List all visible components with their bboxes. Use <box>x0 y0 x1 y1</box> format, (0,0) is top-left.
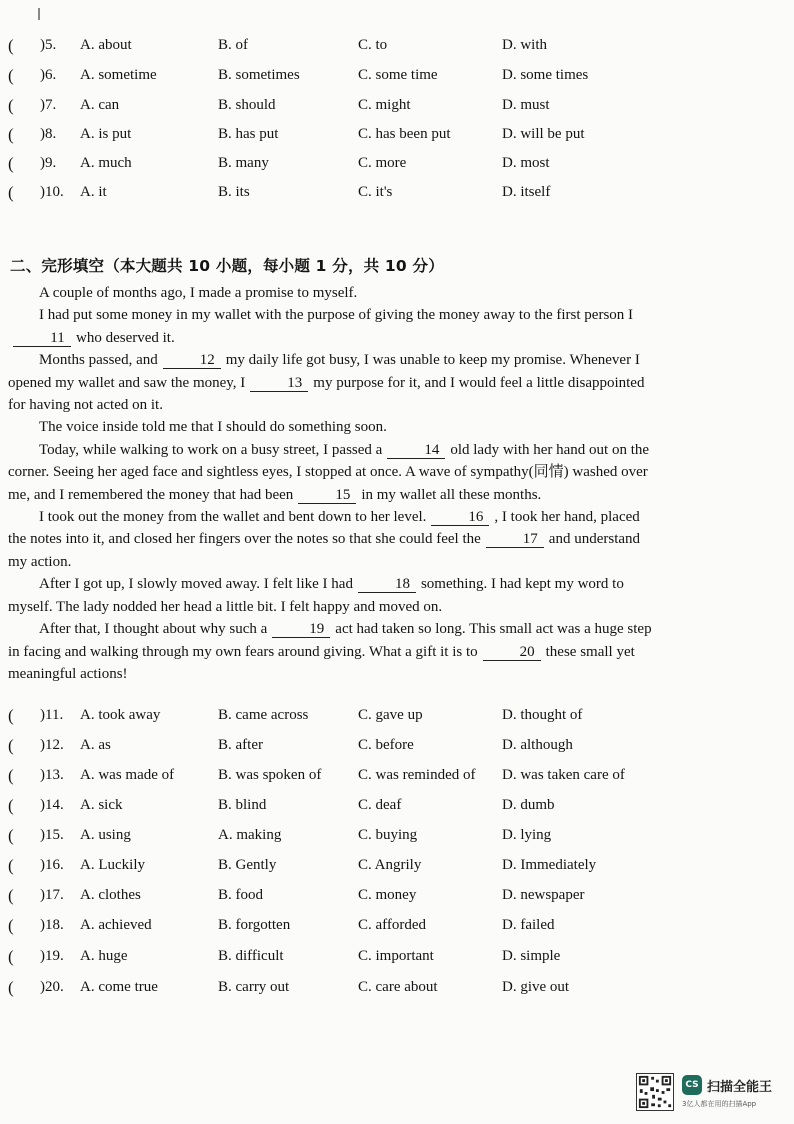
question-number: )6. <box>40 67 57 83</box>
option-c: C. some time <box>358 67 438 83</box>
option-a: A. about <box>80 37 132 53</box>
option-d: D. dumb <box>502 797 555 813</box>
option-b: B. should <box>218 97 276 113</box>
answer-paren: ( <box>8 36 14 55</box>
option-d: D. with <box>502 37 547 53</box>
question-number: )9. <box>40 155 57 171</box>
option-b: B. has put <box>218 126 279 142</box>
option-a: A. using <box>80 827 131 843</box>
passage-text: in my wallet all these months. <box>361 486 542 503</box>
option-a: A. as <box>80 737 111 753</box>
option-c: C. it's <box>358 184 393 200</box>
question-row-8 <box>8 125 768 147</box>
answer-paren: ( <box>8 796 14 815</box>
option-a: A. can <box>80 97 120 113</box>
option-d: D. was taken care of <box>502 767 625 783</box>
question-row-15 <box>8 826 768 848</box>
blank-20: 20 <box>483 644 541 661</box>
option-a: A. huge <box>80 948 128 964</box>
answer-paren: ( <box>8 66 14 85</box>
passage-text: my daily life got busy, I was unable to keep my promise. Whenever I opened my wallet and saw the money, I <box>8 352 640 391</box>
answer-paren: ( <box>8 154 14 173</box>
question-row-16 <box>8 856 768 878</box>
option-c: C. money <box>358 887 417 903</box>
question-number: )17. <box>40 887 64 903</box>
option-d: D. failed <box>502 917 555 933</box>
option-a: A. is put <box>80 126 132 142</box>
brand-slogan: 3亿人都在用的扫描App <box>682 1100 757 1108</box>
option-b: A. making <box>218 827 282 843</box>
passage-text: my purpose for it, and I would feel a little disappointed for having not acted on it. <box>8 374 645 414</box>
answer-paren: ( <box>8 947 14 966</box>
option-c: C. Angrily <box>358 857 422 873</box>
option-b: B. food <box>218 887 263 903</box>
answer-paren: ( <box>8 886 14 905</box>
option-a: A. it <box>80 184 107 200</box>
question-row-10 <box>8 183 768 205</box>
option-b: B. many <box>218 155 269 171</box>
passage-text: The voice inside told me that I should do something soon. <box>39 419 387 436</box>
option-c: C. buying <box>358 827 418 843</box>
question-row-5 <box>8 36 768 58</box>
option-c: C. gave up <box>358 707 423 723</box>
passage-paragraph <box>8 304 658 349</box>
option-d: D. will be put <box>502 126 585 142</box>
question-number: )14. <box>40 797 64 813</box>
question-number: )8. <box>40 126 57 142</box>
option-d: D. give out <box>502 979 570 995</box>
option-b: B. was spoken of <box>218 767 322 783</box>
option-c: C. care about <box>358 979 438 995</box>
passage-text: something. I had kept my word to myself. The lady nodded her head a little bit. I felt happy and moved on. <box>8 576 624 615</box>
passage-paragraph <box>8 349 658 416</box>
blank-17: 17 <box>486 531 544 548</box>
question-number: )18. <box>40 917 64 933</box>
option-c: C. to <box>358 37 388 53</box>
passage-text: After that, I thought about why such a <box>39 621 268 638</box>
blank-13: 13 <box>250 375 308 392</box>
answer-paren: ( <box>8 736 14 755</box>
option-d: D. itself <box>502 184 551 200</box>
passage-text: act had taken so long. This small act was a huge step in facing and walking through my own fears around giving. What a gift it is to <box>8 621 652 660</box>
answer-paren: ( <box>8 96 14 115</box>
option-d: D. some times <box>502 67 589 83</box>
option-a: A. much <box>80 155 132 171</box>
option-b: B. difficult <box>218 948 284 964</box>
question-number: )11. <box>40 707 64 723</box>
camscanner-logo-icon: CS <box>682 1075 702 1095</box>
question-row-19 <box>8 947 768 969</box>
option-b: B. blind <box>218 797 267 813</box>
option-b: B. Gently <box>218 857 277 873</box>
option-c: C. afforded <box>358 917 427 933</box>
question-number: )20. <box>40 979 64 995</box>
option-c: C. deaf <box>358 797 402 813</box>
brand-name: 扫描全能王 <box>707 1080 773 1095</box>
question-row-17 <box>8 886 768 908</box>
passage-paragraph <box>8 416 658 438</box>
answer-paren: ( <box>8 183 14 202</box>
question-number: )13. <box>40 767 64 783</box>
option-d: D. simple <box>502 948 561 964</box>
blank-18: 18 <box>358 576 416 593</box>
question-number: )7. <box>40 97 57 113</box>
passage-paragraph <box>8 618 658 685</box>
option-a: A. was made of <box>80 767 175 783</box>
option-c: C. has been put <box>358 126 451 142</box>
passage-text: and understand my action. <box>8 531 641 570</box>
option-b: B. sometimes <box>218 67 300 83</box>
blank-11: 11 <box>13 330 71 347</box>
option-c: C. important <box>358 948 434 964</box>
option-a: A. come true <box>80 979 158 995</box>
question-row-13 <box>8 766 768 788</box>
option-a: A. sick <box>80 797 123 813</box>
question-row-12 <box>8 736 768 758</box>
question-row-6 <box>8 66 768 88</box>
option-b: B. came across <box>218 707 309 723</box>
passage-paragraph <box>8 282 658 304</box>
option-c: C. might <box>358 97 411 113</box>
option-d: D. lying <box>502 827 552 843</box>
blank-15: 15 <box>298 487 356 504</box>
scanner-watermark <box>636 1073 786 1113</box>
blank-19: 19 <box>272 621 330 638</box>
option-a: A. achieved <box>80 917 152 933</box>
answer-paren: ( <box>8 706 14 725</box>
answer-paren: ( <box>8 856 14 875</box>
cloze-passage <box>8 282 658 685</box>
answer-paren: ( <box>8 916 14 935</box>
option-a: A. Luckily <box>80 857 145 873</box>
option-b: B. carry out <box>218 979 290 995</box>
answer-paren: ( <box>8 766 14 785</box>
passage-text: A couple of months ago, I made a promise to myself. <box>39 285 358 301</box>
question-number: )16. <box>40 857 64 873</box>
question-row-7 <box>8 96 768 118</box>
question-number: )5. <box>40 37 57 53</box>
question-row-18 <box>8 916 768 938</box>
passage-paragraph <box>8 506 658 573</box>
question-row-11 <box>8 706 768 728</box>
question-row-9 <box>8 154 768 176</box>
option-b: B. of <box>218 37 248 53</box>
question-number: )12. <box>40 737 64 753</box>
option-c: C. more <box>358 155 407 171</box>
option-d: D. thought of <box>502 707 583 723</box>
option-c: C. before <box>358 737 414 753</box>
passage-text: who deserved it. <box>76 329 175 346</box>
option-a: A. clothes <box>80 887 141 903</box>
question-number: )15. <box>40 827 64 843</box>
question-number: )10. <box>40 184 64 200</box>
passage-text: After I got up, I slowly moved away. I felt like I had <box>39 576 353 593</box>
passage-text: I had put some money in my wallet with the purpose of giving the money away to the first person I <box>39 307 634 324</box>
option-d: D. Immediately <box>502 857 597 873</box>
blank-16: 16 <box>431 509 489 526</box>
section-heading: 二、完形填空（本大题共 10 小题，每小题 1 分，共 10 分） <box>10 257 444 275</box>
question-row-20 <box>8 978 768 1000</box>
option-b: B. after <box>218 737 263 753</box>
option-d: D. must <box>502 97 550 113</box>
passage-text: Today, while walking to work on a busy street, I passed a <box>39 441 383 458</box>
option-d: D. although <box>502 737 573 753</box>
option-d: D. most <box>502 155 550 171</box>
option-c: C. was reminded of <box>358 767 476 783</box>
question-row-14 <box>8 796 768 818</box>
answer-paren: ( <box>8 978 14 997</box>
blank-12: 12 <box>163 352 221 369</box>
option-d: D. newspaper <box>502 887 585 903</box>
passage-text: Months passed, and <box>39 352 158 369</box>
qr-code-icon <box>636 1073 674 1111</box>
option-a: A. sometime <box>80 67 157 83</box>
passage-text: old lady with her hand out on the corner. Seeing her aged face and sightless eyes, I stopped at once. A wave of sympathy(同情) washed over me, and I remembered the money that had been <box>8 441 650 503</box>
answer-paren: ( <box>8 125 14 144</box>
page-edge-mark <box>38 8 40 20</box>
passage-text: these small yet meaningful actions! <box>8 643 635 682</box>
passage-text: I took out the money from the wallet and bent down to her level. <box>39 509 427 526</box>
option-a: A. took away <box>80 707 161 723</box>
passage-text: , I took her hand, placed the notes into it, and closed her fingers over the notes so that she could feel the <box>8 509 640 548</box>
blank-14: 14 <box>387 442 445 459</box>
question-number: )19. <box>40 948 64 964</box>
option-b: B. forgotten <box>218 917 291 933</box>
option-b: B. its <box>218 184 250 200</box>
passage-paragraph <box>8 439 658 506</box>
answer-paren: ( <box>8 826 14 845</box>
passage-paragraph <box>8 573 658 618</box>
